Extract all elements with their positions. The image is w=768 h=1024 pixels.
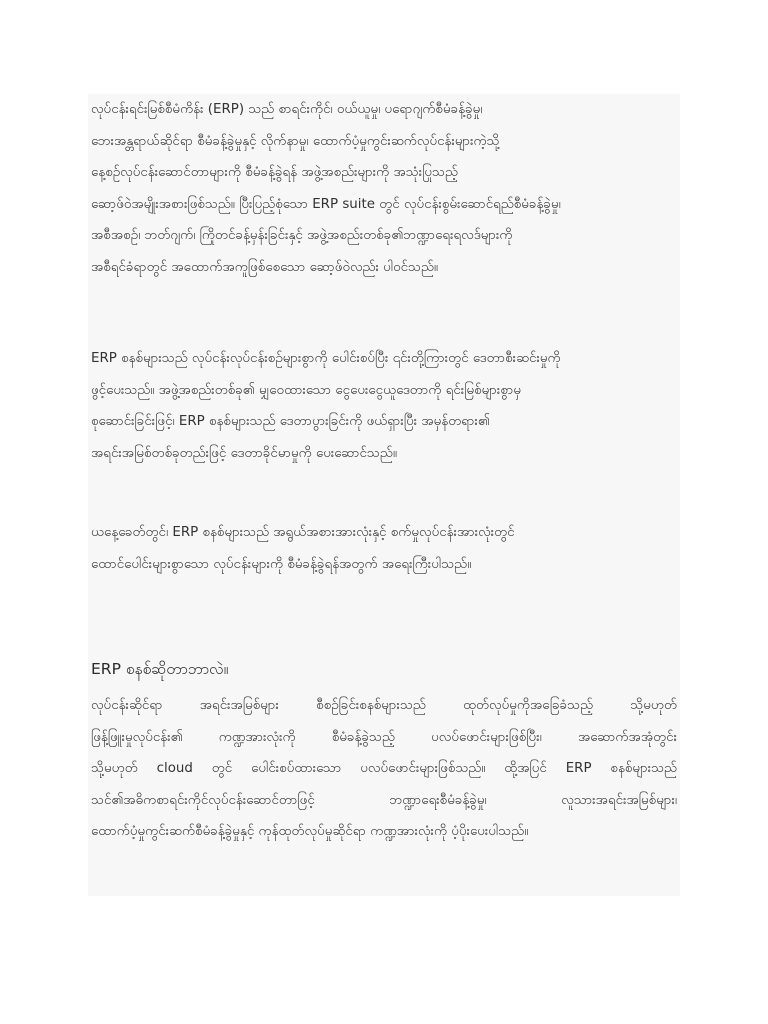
text-line: ERP စနစ်များသည် လုပ်ငန်းလုပ်ငန်းစဉ်များစွာကို ပေါင်းစပ်ပြီး ၎င်းတို့ကြားတွင် ဒေတာစီးဆင်းမှုကို (91, 351, 561, 366)
text-line: ဆော့ဖ်ဝဲအမျိုးအစားဖြစ်သည်။ ပြီးပြည့်စုံသော ERP suite တွင် လုပ်ငန်းစွမ်းဆောင်ရည်စီမံခန့်ခွဲမှု၊ (91, 196, 561, 212)
document-page (88, 94, 680, 896)
text-line: စုဆောင်းခြင်းဖြင့်၊ ERP စနစ်များသည် ဒေတာပွားခြင်းကို ဖယ်ရှားပြီး အမှန်တရား၏ (91, 414, 490, 430)
text-line: ထောက်ပံ့မှုကွင်းဆက်စီမံခန့်ခွဲမှုနှင့် ကုန်ထုတ်လုပ်မှုဆိုင်ရာ ကဏ္ဍအားလုံးကို ပံ့ပိုးပေးပါသည်။ (91, 824, 529, 840)
text-line: ဖြန့်ဖြူးမှုလုပ်ငန်း၏ ကဏ္ဍအားလုံးကို စီမံခန့်ခွဲသည့် ပလပ်ဖောင်းများဖြစ်ပြီး၊ အဆောက်အအုံတွင်း (91, 729, 677, 745)
paragraph-erp-today (91, 517, 677, 580)
text-line: ဖွင့်ပေးသည်။ အဖွဲ့အစည်းတစ်ခု၏ မျှဝေထားသော ငွေပေးငွေယူဒေတာကို ရင်းမြစ်များစွာမှ (91, 382, 522, 398)
text-line: နေ့စဉ်လုပ်ငန်းဆောင်တာများကို စီမံခန့်ခွဲရန် အဖွဲ့အစည်းများကို အသုံးပြုသည့် (91, 165, 458, 181)
text-line: အရင်းအမြစ်တစ်ခုတည်းဖြင့် ဒေတာခိုင်မာမှုကို ပေးဆောင်သည်။ (91, 445, 397, 461)
text-line: သို့မဟုတ် cloud တွင် ပေါင်းစပ်ထားသော ပလပ်ဖောင်းများဖြစ်သည်။ ထို့အပြင် ERP စနစ်များသည် (91, 761, 677, 777)
text-line: ဘေးအန္တရာယ်ဆိုင်ရာ စီမံခန့်ခွဲမှုနှင့် လိုက်နာမှု၊ ထောက်ပံ့မှုကွင်းဆက်လုပ်ငန်းများကဲ့သို့ (91, 133, 500, 149)
text-line: သင်၏အဓိကစာရင်းကိုင်လုပ်ငန်းဆောင်တာဖြင့် ဘဏ္ဍာရေးစီမံခန့်ခွဲမှု၊ လူသားအရင်းအမြစ်များ၊ (91, 792, 677, 808)
paragraph-erp-integration (91, 343, 677, 469)
text-line: အစီအစဉ်၊ ဘတ်ဂျက်၊ ကြိုတင်ခန့်မှန်းခြင်းနှင့် အဖွဲ့အစည်းတစ်ခု၏ဘဏ္ဍာရေးရလဒ်များကို (91, 228, 513, 244)
text-line: ယနေ့ခေတ်တွင်၊ ERP စနစ်များသည် အရွယ်အစားအားလုံးနှင့် စက်မှုလုပ်ငန်းအားလုံးတွင် (91, 525, 515, 540)
text-line: ထောင်ပေါင်းများစွာသော လုပ်ငန်းများကို စီမံခန့်ခွဲရန်အတွက် အရေးကြီးပါသည်။ (91, 556, 472, 572)
text-line: အစီရင်ခံရာတွင် အထောက်အကူဖြစ်စေသော ဆော့ဖ်ဝဲလည်း ပါဝင်သည်။ (91, 259, 438, 275)
text-line: လုပ်ငန်းဆိုင်ရာ အရင်းအမြစ်များ စီစဉ်ခြင်းစနစ်များသည် ထုတ်လုပ်မှုကိုအခြေခံသည့် သို့မဟုတ် (91, 698, 677, 713)
paragraph-erp-systems (91, 690, 677, 848)
paragraph-erp-definition (91, 94, 677, 284)
section-heading: ERP စနစ်ဆိုတာဘာလဲ။ (91, 660, 229, 678)
text-line: လုပ်ငန်းရင်းမြစ်စီမံကိန်း (ERP) သည် စာရင်းကိုင်၊ ဝယ်ယူမှု၊ ပရောဂျက်စီမံခန့်ခွဲမှု၊ (91, 102, 483, 117)
